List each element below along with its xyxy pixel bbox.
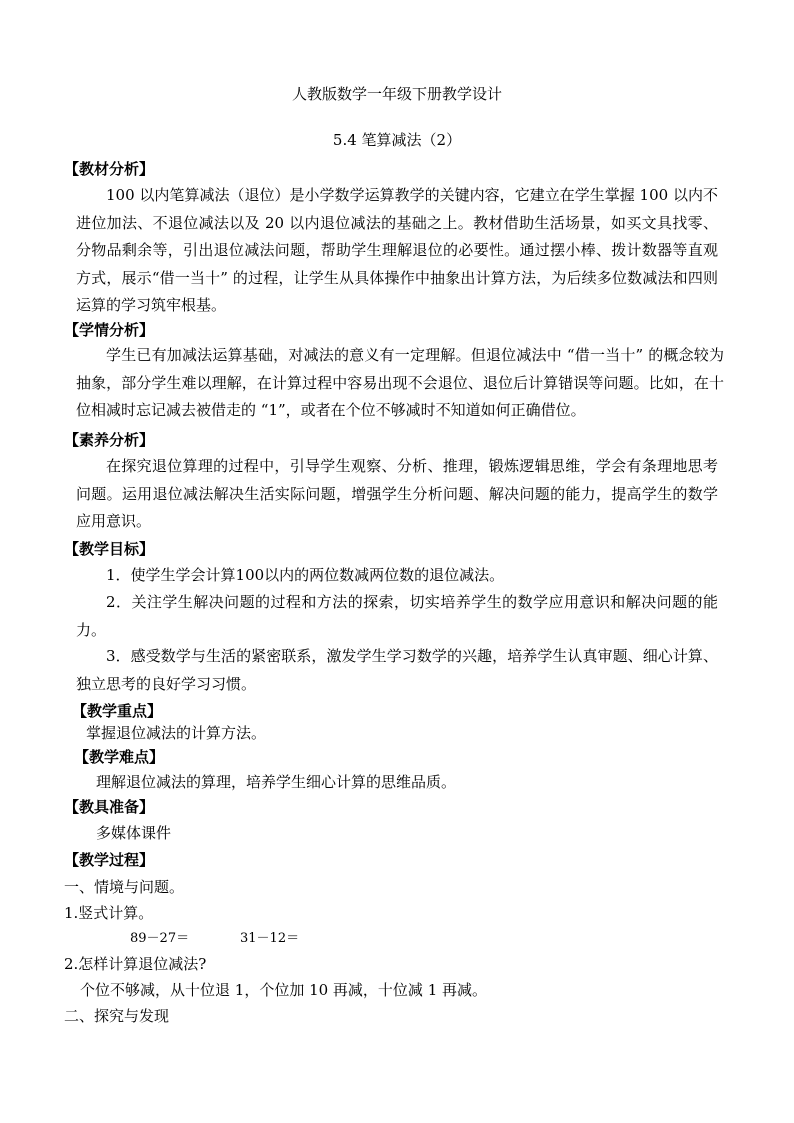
key-text: 掌握退位减法的计算方法。 [86,724,267,742]
lesson-subtitle: 5.4 笔算减法（2） [332,131,462,149]
process-heading: 【教学过程】 [64,851,155,869]
document-title: 人教版数学一年级下册教学设计 [291,85,502,103]
goal-2: 2．关注学生解决问题的过程和方法的探索，切实培养学生的数学应用意识和解决问题的能力。 [76,593,718,639]
literacy-heading: 【素养分析】 [64,431,155,449]
tools-text: 多媒体课件 [96,824,172,842]
calc-expression-b: 31－12＝ [240,931,300,946]
process-step-1: 一、情境与问题。 [64,878,185,896]
literacy-paragraph: 在探究退位算理的过程中，引导学生观察、分析、推理，锻炼逻辑思维，学会有条理地思考问题。运用退位减法解决生活实际问题，增强学生分析问题、解决问题的能力，提高学生的数学应用意识。 [76,457,718,530]
process-step-1-2-text: 个位不够减，从十位退 1，个位加 10 再减，十位减 1 再减。 [80,981,488,999]
goal-3: 3．感受数学与生活的紧密联系，激发学生学习数学的兴趣，培养学生认真审题、细心计算、独立思考的良好学习习惯。 [76,647,718,693]
process-step-2: 二、探究与发现 [64,1007,170,1025]
tools-heading: 【教具准备】 [64,798,155,816]
analysis-paragraph: 100 以内笔算减法（退位）是小学数学运算教学的关键内容，它建立在学生掌握 100 以内不进位加法、不退位减法以及 20 以内退位减法的基础之上。教材借助生活场景，如买文具找零、分物品剩余等，引出退位减法问题，帮助学生理解退位的必要性。通过摆小棒、拨计数器等直观方式，展示“借一当十” 的过程，让学生从具体操作中抽象出计算方法，为后续多位数减法和四则运算的学习筑牢根基。 [76,186,718,314]
calc-expression-a: 89－27＝ [130,931,190,946]
key-heading: 【教学重点】 [72,702,163,720]
analysis-heading: 【教材分析】 [64,160,155,178]
goal-1: 1．使学生学会计算100以内的两位数减两位数的退位减法。 [106,566,505,584]
goals-heading: 【教学目标】 [64,540,155,558]
process-step-1-1: 1.竖式计算。 [64,904,154,922]
students-paragraph: 学生已有加减法运算基础，对减法的意义有一定理解。但退位减法中 “借一当十” 的概念较为抽象，部分学生难以理解，在计算过程中容易出现不会退位、退位后计算错误等问题。比如，在十位相减时忘记减去被借走的 “1”，或者在个位不够减时不知道如何正确借位。 [76,346,724,419]
students-heading: 【学情分析】 [64,321,155,339]
difficulty-heading: 【教学难点】 [74,748,165,766]
difficulty-text: 理解退位减法的算理，培养学生细心计算的思维品质。 [96,773,457,791]
process-step-1-2: 2.怎样计算退位减法? [64,955,207,973]
